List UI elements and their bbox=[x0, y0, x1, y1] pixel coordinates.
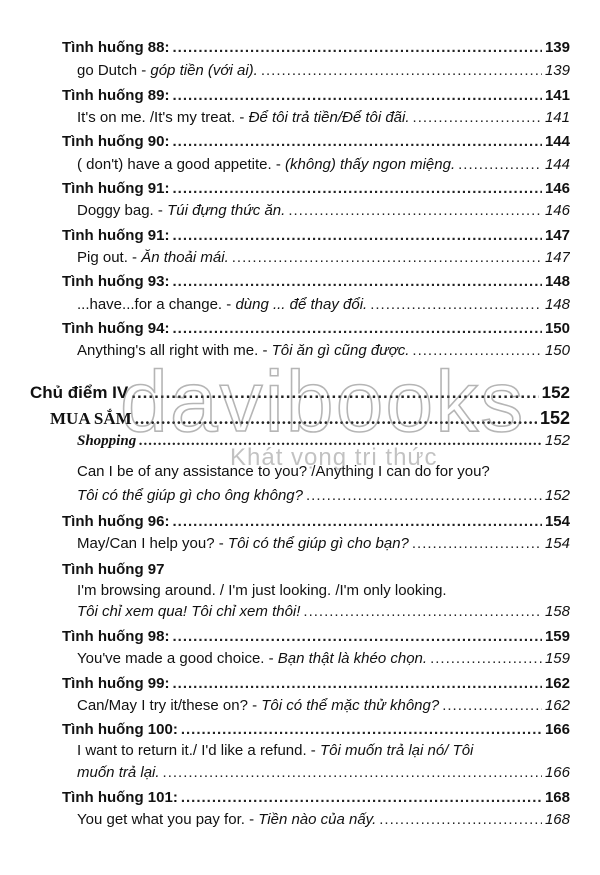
toc-heading-98 bbox=[62, 627, 570, 649]
watermark-tagline: Khát vọng tri thức bbox=[230, 444, 438, 471]
heading-label: Tình huống 96: bbox=[62, 513, 170, 530]
leader-dots bbox=[413, 108, 542, 128]
page-number: 147 bbox=[544, 227, 570, 244]
heading-label: Tình huống 100: bbox=[62, 721, 178, 738]
toc-heading-90 bbox=[62, 132, 570, 154]
page-number: 159 bbox=[544, 650, 570, 667]
toc-subentry-88 bbox=[77, 61, 570, 83]
heading-label: Tình huống 91: bbox=[62, 180, 170, 197]
leader-dots bbox=[172, 132, 541, 152]
heading-label: Tình huống 101: bbox=[62, 789, 178, 806]
english-phrase: ( don't) have a good appetite. - bbox=[77, 156, 286, 173]
heading-label: Tình huống 90: bbox=[62, 133, 170, 150]
toc-heading-99 bbox=[62, 674, 570, 696]
vietnamese-phrase: dùng ... để thay đổi. bbox=[235, 296, 368, 313]
leader-dots bbox=[131, 383, 538, 403]
page-number: 147 bbox=[544, 249, 570, 266]
leader-dots bbox=[306, 486, 542, 506]
toc-subentry-91a bbox=[77, 201, 570, 223]
vietnamese-phrase: Tôi muốn trả lại nó/ Tôi bbox=[319, 742, 474, 759]
toc-heading-94 bbox=[62, 319, 570, 341]
english-phrase: You've made a good choice. - bbox=[77, 650, 278, 667]
page-number: 168 bbox=[544, 789, 570, 806]
toc-subentry-100 bbox=[77, 763, 570, 785]
vietnamese-phrase-cont: muốn trả lại. bbox=[77, 764, 160, 781]
leader-dots bbox=[172, 627, 541, 647]
english-phrase: ...have...for a change. - bbox=[77, 296, 236, 313]
leader-dots bbox=[172, 179, 541, 199]
heading-label: Tình huống 93: bbox=[62, 273, 170, 290]
toc-heading-101 bbox=[62, 788, 570, 810]
vietnamese-phrase: góp tiền (với ai). bbox=[150, 62, 258, 79]
page-number: 150 bbox=[544, 320, 570, 337]
toc-heading-97 bbox=[62, 560, 570, 582]
toc-heading-93 bbox=[62, 272, 570, 294]
watermark-brand: davibooks bbox=[120, 354, 526, 450]
vietnamese-phrase: Tôi có thể giúp gì cho ông không? bbox=[77, 487, 303, 504]
toc-subentry-99 bbox=[77, 696, 570, 718]
toc-heading-96 bbox=[62, 512, 570, 534]
leader-dots bbox=[370, 295, 542, 315]
leader-dots bbox=[458, 155, 542, 175]
leader-dots bbox=[172, 38, 541, 58]
toc-subentry-96 bbox=[77, 534, 570, 556]
toc-text-97-en: I'm browsing around. / I'm just looking. /I'm only looking. bbox=[77, 582, 447, 599]
vietnamese-phrase: (không) thấy ngon miệng. bbox=[285, 156, 456, 173]
heading-label: Tình huống 89: bbox=[62, 87, 170, 104]
page-number: 146 bbox=[544, 202, 570, 219]
heading-label: Tình huống 94: bbox=[62, 320, 170, 337]
english-phrase: Pig out. - bbox=[77, 249, 142, 266]
leader-dots bbox=[303, 602, 542, 622]
page-number: 148 bbox=[544, 296, 570, 313]
vietnamese-phrase: Tôi ăn gì cũng được. bbox=[271, 342, 410, 359]
vietnamese-phrase: Túi đựng thức ăn. bbox=[167, 202, 286, 219]
leader-dots bbox=[172, 512, 541, 532]
page-number: 158 bbox=[544, 603, 570, 620]
section-subtitle bbox=[77, 431, 570, 453]
vietnamese-phrase: Tiền nào của nấy. bbox=[258, 811, 377, 828]
leader-dots bbox=[232, 248, 542, 268]
english-phrase: Anything's all right with me. - bbox=[77, 342, 272, 359]
section-heading bbox=[30, 383, 570, 405]
heading-label: Tình huống 97 bbox=[62, 561, 165, 578]
section-title bbox=[50, 408, 570, 430]
heading-label: Tình huống 91: bbox=[62, 227, 170, 244]
english-phrase: May/Can I help you? - bbox=[77, 535, 228, 552]
toc-heading-89 bbox=[62, 86, 570, 108]
toc-heading-88 bbox=[62, 38, 570, 60]
page-number: 168 bbox=[544, 811, 570, 828]
leader-dots bbox=[442, 696, 542, 716]
page-number: 152 bbox=[541, 383, 570, 402]
toc-heading-91b bbox=[62, 226, 570, 248]
leader-dots bbox=[181, 720, 542, 740]
heading-label: Tình huống 88: bbox=[62, 39, 170, 56]
vietnamese-phrase: Ăn thoải mái. bbox=[141, 249, 229, 266]
english-phrase: Doggy bag. - bbox=[77, 202, 168, 219]
english-phrase: You get what you pay for. - bbox=[77, 811, 259, 828]
leader-dots bbox=[288, 201, 542, 221]
toc-subentry-91b bbox=[77, 248, 570, 270]
english-phrase: go Dutch - bbox=[77, 62, 151, 79]
page-number: 139 bbox=[544, 39, 570, 56]
page-number: 159 bbox=[544, 628, 570, 645]
leader-dots bbox=[163, 763, 542, 783]
toc-subentry-93 bbox=[77, 295, 570, 317]
section-subtitle-label: Shopping bbox=[77, 433, 137, 449]
leader-dots bbox=[261, 61, 542, 81]
leader-dots bbox=[412, 534, 542, 554]
page-number: 154 bbox=[544, 535, 570, 552]
leader-dots bbox=[430, 649, 542, 669]
heading-label: Tình huống 98: bbox=[62, 628, 170, 645]
page-number: 162 bbox=[544, 675, 570, 692]
toc-subentry-95 bbox=[77, 486, 570, 508]
page-number: 152 bbox=[544, 487, 570, 504]
page-number: 162 bbox=[544, 697, 570, 714]
toc-text-100-line1 bbox=[77, 741, 572, 761]
vietnamese-phrase: Bạn thật là khéo chọn. bbox=[277, 650, 428, 667]
leader-dots bbox=[412, 341, 542, 361]
section-label: Chủ điểm IV bbox=[30, 383, 129, 402]
page-number: 141 bbox=[544, 109, 570, 126]
toc-subentry-94 bbox=[77, 341, 570, 363]
page-number: 166 bbox=[544, 721, 570, 738]
page-number: 154 bbox=[544, 513, 570, 530]
leader-dots bbox=[379, 810, 542, 830]
page-number: 146 bbox=[544, 180, 570, 197]
toc-subentry-90 bbox=[77, 155, 570, 177]
leader-dots bbox=[181, 788, 542, 808]
page-number: 144 bbox=[544, 156, 570, 173]
vietnamese-phrase: Tôi chỉ xem qua! Tôi chỉ xem thôi! bbox=[77, 603, 301, 620]
leader-dots bbox=[139, 431, 542, 451]
page-number: 152 bbox=[544, 432, 570, 449]
toc-subentry-97 bbox=[77, 602, 570, 624]
toc-subentry-89 bbox=[77, 108, 570, 130]
toc-heading-100 bbox=[62, 720, 570, 742]
toc-heading-91a bbox=[62, 179, 570, 201]
page-number: 139 bbox=[544, 62, 570, 79]
toc-subentry-98 bbox=[77, 649, 570, 671]
page-number: 150 bbox=[544, 342, 570, 359]
toc-text-95-en: Can I be of any assistance to you? /Anything I can do for you? bbox=[77, 463, 490, 480]
page-number: 166 bbox=[544, 764, 570, 781]
heading-label: Tình huống 99: bbox=[62, 675, 170, 692]
page-number: 144 bbox=[544, 133, 570, 150]
leader-dots bbox=[172, 272, 541, 292]
section-title-label: MUA SẮM bbox=[50, 409, 132, 428]
vietnamese-phrase: Tôi có thể giúp gì cho bạn? bbox=[227, 535, 409, 552]
leader-dots bbox=[172, 226, 541, 246]
leader-dots bbox=[172, 674, 541, 694]
leader-dots bbox=[172, 319, 541, 339]
leader-dots bbox=[135, 409, 537, 429]
vietnamese-phrase: Tôi có thể mặc thử không? bbox=[261, 697, 440, 714]
english-phrase: I want to return it./ I'd like a refund. - bbox=[77, 742, 320, 759]
page-number: 141 bbox=[544, 87, 570, 104]
english-phrase: Can/May I try it/these on? - bbox=[77, 697, 262, 714]
page-number: 148 bbox=[544, 273, 570, 290]
page-number: 152 bbox=[539, 408, 570, 428]
english-phrase: It's on me. /It's my treat. - bbox=[77, 109, 249, 126]
leader-dots bbox=[172, 86, 541, 106]
vietnamese-phrase: Để tôi trả tiền/Để tôi đãi. bbox=[248, 109, 410, 126]
toc-subentry-101 bbox=[77, 810, 570, 832]
